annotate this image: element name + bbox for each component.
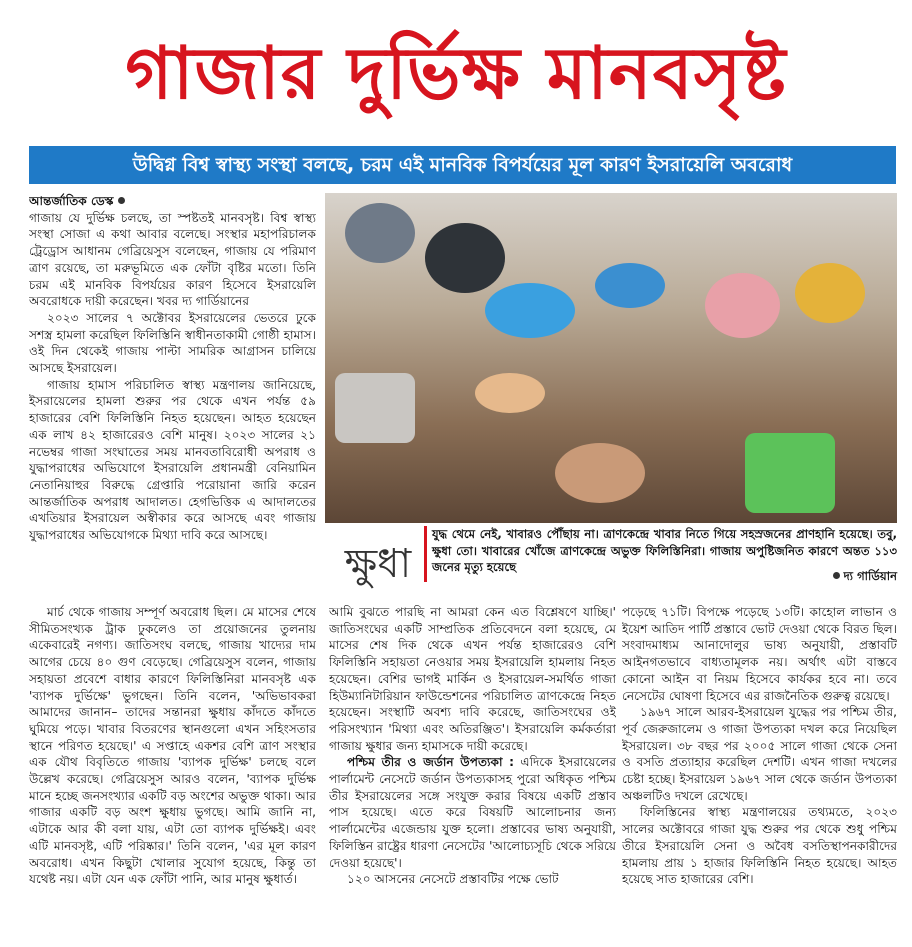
paragraph: গাজায় যে দুর্ভিক্ষ চলছে, তা স্পষ্টতই মানবসৃষ্ট। বিশ্ব স্বাস্থ্য সংস্থা সোজা এ কথা আবার বলেছে। সংস্থার মহাপরিচালক ট্রেড্রোস আধানম গেব্রিয়েসুস বলেছেন, গাজায় যে পরিমাণ ত্রাণ রয়েছে, তা মরুভূমিতে এক ফোঁটা বৃষ্টির মতো। তিনি চরম এই মানবিক বিপর্যয়ের কারণ হিসেবে ইসরায়েলি অবরোধকে দায়ী করেছেন। খবর দ্য গার্ডিয়ানের: [29, 210, 316, 309]
paragraph: গাজায় হামাস পরিচালিত স্বাস্থ্য মন্ত্রণালয় জানিয়েছে, ইসরায়েলের হামলা শুরুর পর থেকে এখন পর্যন্ত ৫৯ হাজারের বেশি ফিলিস্তিনি নিহত হয়েছেন। আহত হয়েছেন এক লাখ ৪২ হাজারেরও বেশি মানুষ। ২০২৩ সালের ২১ নভেম্বর গাজা সংঘাতের সময় মানবতাবিরোধী অপরাধ ও যুদ্ধাপরাধের অভিযোগে ইসরায়েলি প্রধানমন্ত্রী বেনিয়ামিন নেতানিয়াহুর বিরুদ্ধে গ্রেপ্তারি পরোয়ানা জারি করেন আন্তর্জাতিক অপরাধ আদালত। হেগভিত্তিক এ আদালতের এখতিয়ার ইসরায়েল অস্বীকার করে আসছে এবং গাজায় যুদ্ধাপরাধের অভিযোগকে মিথ্যা দাবি করে আসছে।: [29, 377, 316, 543]
pot-shape: [335, 373, 415, 443]
paragraph: ২০২৩ সালের ৭ অক্টোবর ইসরায়েলের ভেতরে ঢুকে সশস্ত্র হামলা করেছিল ফিলিস্তিনি স্বাধীনতাকামী গোষ্ঠী হামাস। ওই দিন থেকেই গাজায় পাল্টা সামরিক আগ্রাসন চালিয়ে আসছে ইসরায়েল।: [29, 310, 316, 376]
paragraph: আমি বুঝতে পারছি না আমরা কেন এত বিশ্লেষণে যাচ্ছি।' জাতিসংঘের একটি সাম্প্রতিক প্রতিবেদনে বলা হয়েছে, মে মাসের শেষ দিক থেকে এখন পর্যন্ত হাজারেরও বেশি ফিলিস্তিনি সহায়তা নেওয়ার সময় ইসরায়েলি হামলায় নিহত হয়েছেন। বেশির ভাগই মার্কিন ও ইসরায়েল-সমর্থিত গাজা হিউম্যানিটারিয়ান ফাউন্ডেশনের পরিচালিত ত্রাণকেন্দ্রে নিহত হয়েছেন। সংস্থাটি অবশ্য দাবি করেছে, জাতিসংঘের ওই পরিসংখ্যান 'মিথ্যা এবং অতিরঞ্জিত'। ইসরায়েলি কর্মকর্তারা গাজায় ক্ষুধার জন্য হামাসকে দায়ী করেছে।: [329, 605, 616, 753]
bowl-shape: [795, 263, 865, 323]
paragraph: পড়েছে ৭১টি। বিপক্ষে পড়েছে ১৩টি। কাহোল লাভান ও ইয়েশ আতিদ পার্টি প্রস্তাবে ভোট দেওয়া থেকে বিরত ছিল। সংবাদমাধ্যম আনাদোলুর ভাষ্য অনুযায়ী, প্রস্তাবটি আইনগতভাবে বাধ্যতামূলক নয়। অর্থাৎ এটা বাস্তবে কোনো আইন বা নিয়ম হিসেবে কার্যকর হবে না। তবে নেসেটের ঘোষণা হিসেবে এর রাজনৈতিক গুরুত্ব রয়েছে।: [622, 605, 897, 703]
pot-shape: [345, 203, 415, 263]
bowl-shape: [595, 263, 665, 308]
page-headline: গাজার দুর্ভিক্ষ মানবসৃষ্ট: [125, 30, 787, 115]
news-photo: [325, 193, 897, 523]
bucket-shape: [745, 433, 835, 513]
caption-label: ক্ষুধা: [344, 541, 412, 587]
article-column-1-lower: [29, 604, 316, 944]
pot-shape: [555, 443, 645, 503]
caption-divider: [424, 526, 427, 582]
sub-headline: উদ্বিগ্ন বিশ্ব স্বাস্থ্য সংস্থা বলছে, চরম এই মানবিক বিপর্যয়ের মূল কারণ ইসরায়েলি অবরোধ: [29, 146, 896, 184]
article-column-1: [29, 193, 316, 608]
paragraph: ১৯৬৭ সালে আরব-ইসরায়েল যুদ্ধের পর পশ্চিম তীর, পূর্ব জেরুজালেম ও গাজা উপত্যকা দখল করে নিয়েছিল ইসরায়েল। ৩৮ বছর পর ২০০৫ সালে গাজা থেকে সেনা ও বসতি প্রত্যাহার করেছিল দেশটি। এখন গাজা দখলের চেষ্টা হচ্ছে। ইসরায়েল ১৯৬৭ সাল থেকে জর্ডান উপত্যকা অঞ্চলটিও দখলে রেখেছে।: [622, 705, 897, 803]
credit-text: দ্য গার্ডিয়ান: [843, 569, 897, 583]
byline: আন্তর্জাতিক ডেস্ক: [29, 194, 114, 208]
article-column-2: [329, 604, 616, 944]
article-column-3: [622, 604, 897, 944]
pot-shape: [425, 223, 505, 293]
bowl-shape: [475, 373, 545, 413]
section-subhead: পশ্চিম তীর ও জর্ডান উপত্যকা :: [347, 755, 515, 770]
photo-caption: যুদ্ধ থেমে নেই, খাবারও পৌঁছায় না। ত্রাণকেন্দ্রে খাবার নিতে গিয়ে সহস্রজনের প্রাণহানি হয়েছে। তবু, ক্ষুধা তো। খাবারের খোঁজে ত্রাণকেন্দ্রে অভুক্ত ফিলিস্তিনিরা। গাজায় অপুষ্টিজনিত কারণে অন্তত ১১৩ জনের মৃত্যু হয়েছে: [432, 527, 897, 574]
paragraph: ১২০ আসনের নেসেটে প্রস্তাবটির পক্ষে ভোট: [347, 872, 559, 887]
paragraph: ফিলিস্তিনের স্বাস্থ্য মন্ত্রণালয়ের তথ্যমতে, ২০২৩ সালের অক্টোবরে গাজা যুদ্ধ শুরুর পর থেকে শুধু পশ্চিম তীরে ইসরায়েলি সেনা ও অবৈধ বসতিস্থাপনকারীদের হামলায় প্রায় ১ হাজার ফিলিস্তিনি নিহত হয়েছে। আহত হয়েছে সাত হাজারের বেশি।: [622, 805, 897, 887]
paragraph: মার্চ থেকে গাজায় সম্পূর্ণ অবরোধ ছিল। মে মাসের শেষে সীমিতসংখ্যক ট্রাক ঢুকলেও তা প্রয়োজনের তুলনায় একেবারেই নগণ্য। জাতিসংঘ বলছে, গাজায় খাদ্যের দাম আগের চেয়ে ৪০ গুণ বেড়েছে। গেব্রিয়েসুস বলেন, গাজায় সহায়তা প্রবেশে বাধার কারণে ফিলিস্তিনিরা মানবসৃষ্ট এক 'ব্যাপক দুর্ভিক্ষে' ভুগছেন। তিনি বলেন, 'অভিভাবকরা আমাদের জানান– তাদের সন্তানরা ক্ষুধায় কাঁদতে কাঁদতে ঘুমিয়ে পড়ে। খাবার বিতরণের স্থানগুলো এখন সহিংসতার স্থানে পরিণত হয়েছে।' এ সপ্তাহে একশর বেশি ত্রাণ সংস্থার এক যৌথ বিবৃতিতে গাজায় 'ব্যাপক দুর্ভিক্ষ' চলছে বলে উল্লেখ করেছে। গেব্রিয়েসুস আরও বলেন, 'ব্যাপক দুর্ভিক্ষ মানে হচ্ছে জনসংখ্যার একটি বড় অংশের অভুক্ত থাকা। আর গাজার একটি বড় অংশ ক্ষুধায় ভুগছে। আমি জানি না, এটাকে আর কী বলা যায়, এটা তো ব্যাপক দুর্ভিক্ষই। এবং এটি মানবসৃষ্ট, এটি পরিষ্কার।' তিনি বলেন, 'এর মূল কারণ অবরোধ। এখন কিছুটা খোলার সুযোগ হয়েছে, কিন্তু তা যথেষ্ট নয়। এটা যেন এক ফোঁটা পানি, আর মানুষ ক্ষুধার্ত।: [29, 605, 316, 887]
bowl-shape: [705, 273, 780, 338]
bullet-icon: [833, 572, 840, 579]
bullet-icon: [118, 197, 125, 204]
bowl-shape: [485, 283, 575, 338]
photo-credit: [760, 568, 897, 587]
paragraph: এদিকে ইসরায়েলের পার্লামেন্ট নেসেটে জর্ডান উপত্যকাসহ পুরো অধিকৃত পশ্চিম তীর ইসরায়েলের সঙ্গে সংযুক্ত করার বিষয়ে একটি প্রস্তাব পাস হয়েছে। এতে করে বিষয়টি আলোচনার জন্য পার্লামেন্টের এজেন্ডায় যুক্ত হলো। প্রস্তাবের ভাষ্য অনুযায়ী, ফিলিস্তিন রাষ্ট্রের ধারণা নেসেটের 'আলোচ্যসূচি থেকে সরিয়ে দেওয়া হয়েছে'।: [329, 755, 616, 870]
